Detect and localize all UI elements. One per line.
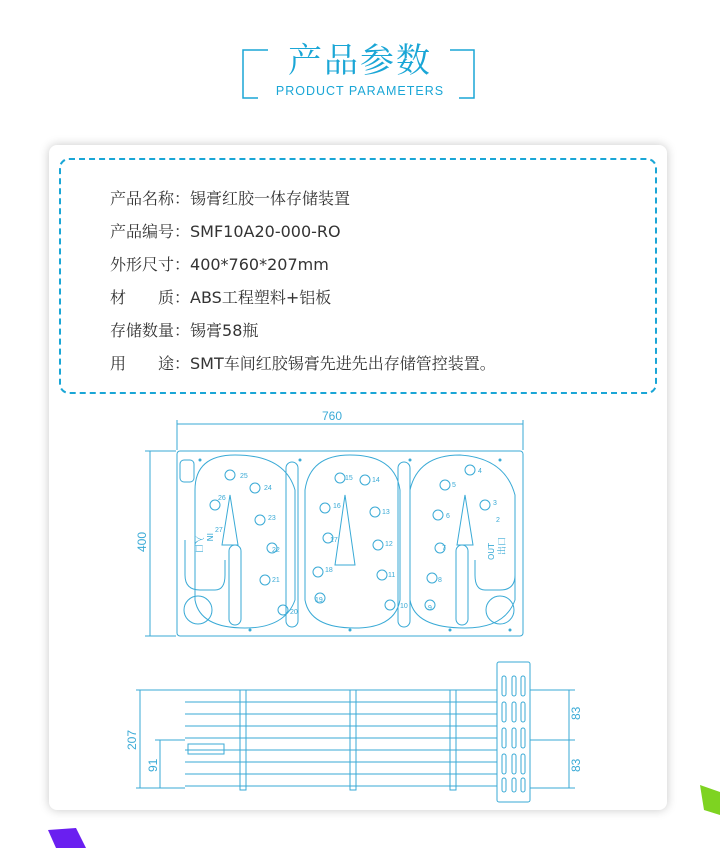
plate-slots (502, 676, 525, 792)
svg-text:19: 19 (315, 597, 323, 604)
spec-row-material: 材 质：ABS工程塑料+铝板 (110, 288, 332, 307)
svg-text:11: 11 (388, 572, 396, 579)
svg-text:20: 20 (290, 609, 298, 616)
spec-row-code: 产品编号：SMF10A20-000-RO (110, 222, 341, 241)
svg-text:18: 18 (325, 567, 333, 574)
bottle-positions (210, 465, 490, 615)
svg-text:13: 13 (382, 509, 390, 516)
svg-text:24: 24 (264, 485, 272, 492)
spec-row-usage: 用 途：SMT车间红胶锡膏先进先出存储管控装置。 (110, 354, 496, 373)
dim-total-height-label: 207 (125, 729, 139, 750)
svg-text:7: 7 (442, 545, 446, 552)
green-corner-shape (690, 780, 720, 820)
dim-height-label: 400 (135, 531, 149, 552)
slot-1 (286, 462, 298, 627)
svg-text:14: 14 (372, 477, 380, 484)
svg-text:9: 9 (428, 605, 432, 612)
svg-text:15: 15 (345, 475, 353, 482)
in-sub-label: IN (205, 533, 214, 542)
loop-left (185, 540, 225, 590)
dim-upper-pitch-label: 83 (569, 706, 583, 720)
out-sub-label: OUT (487, 542, 496, 560)
page-title: 产品参数 (288, 41, 432, 81)
spec-row-size: 外形尺寸：400*760*207mm (110, 255, 329, 274)
slot-3 (229, 545, 241, 625)
dim-width-label: 760 (322, 409, 343, 423)
page-subtitle: PRODUCT PARAMETERS (275, 84, 445, 98)
svg-text:25: 25 (240, 473, 248, 480)
dim-lower-pitch-label: 83 (569, 758, 583, 772)
svg-text:23: 23 (268, 515, 276, 522)
svg-text:17: 17 (330, 537, 338, 544)
svg-text:2: 2 (496, 517, 500, 524)
svg-text:5: 5 (452, 482, 456, 489)
spec-row-name: 产品名称：锡膏红胶一体存储装置 (110, 189, 351, 208)
svg-text:10: 10 (400, 603, 408, 610)
in-label: 入口 (193, 535, 203, 554)
svg-text:8: 8 (438, 577, 442, 584)
logo-plate (180, 460, 194, 482)
dim-lower-height-label: 91 (146, 758, 160, 772)
svg-text:21: 21 (272, 577, 280, 584)
svg-text:6: 6 (446, 513, 450, 520)
slot-4 (456, 545, 468, 625)
svg-text:3: 3 (493, 500, 497, 507)
svg-text:4: 4 (478, 468, 482, 475)
guide-1 (222, 495, 238, 545)
purple-corner-shape (40, 826, 90, 848)
side-view (136, 662, 575, 802)
svg-text:22: 22 (272, 547, 280, 554)
out-label: 出口 (498, 536, 508, 555)
svg-text:16: 16 (333, 503, 341, 510)
spec-row-capacity: 存储数量：锡膏58瓶 (110, 321, 259, 340)
svg-text:27: 27 (215, 527, 223, 534)
svg-text:26: 26 (218, 495, 226, 502)
svg-text:12: 12 (385, 541, 393, 548)
guide-3 (457, 495, 473, 545)
